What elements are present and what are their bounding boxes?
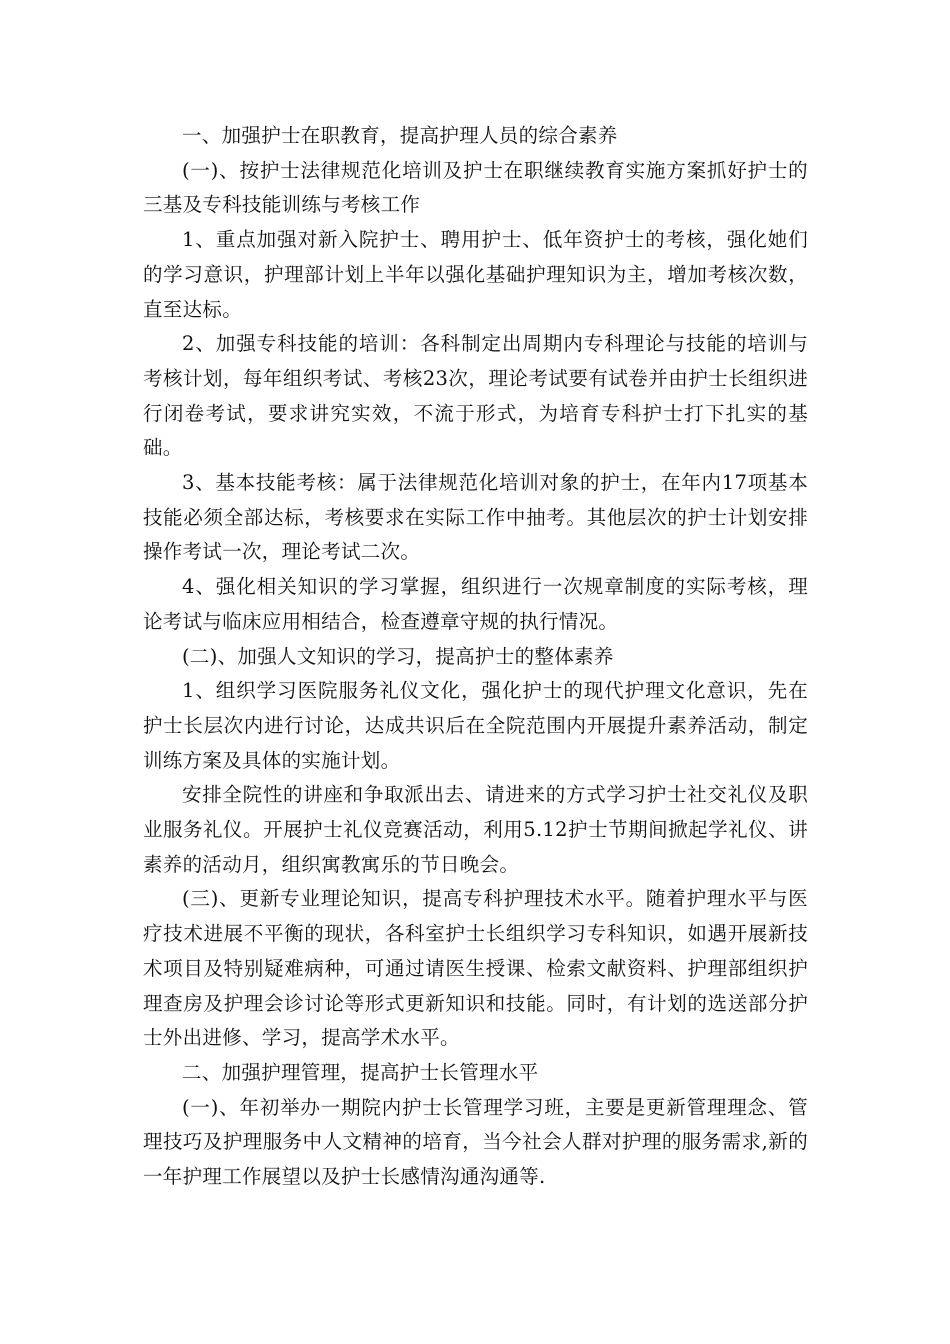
paragraph-item-2: 2、加强专科技能的培训：各科制定出周期内专科理论与技能的培训与考核计划，每年组织考试、考核23次，理论考试要有试卷并由护士长组织进行闭卷考试，要求讲究实效，不流于形式，为培育专科护士打下扎实的基础。 [143,332,808,460]
subsection-heading-1-2: (二)、加强人文知识的学习，提高护士的整体素养 [182,644,614,668]
paragraph-etiquette-culture: 1、组织学习医院服务礼仪文化，强化护士的现代护理文化意识，先在护士长层次内进行讨论，达成共识后在全院范围内开展提升素养活动，制定训练方案及具体的实施计划。 [143,679,808,772]
paragraph-item-3: 3、基本技能考核：属于法律规范化培训对象的护士，在年内17项基本技能必须全部达标，考核要求在实际工作中抽考。其他层次的护士计划安排操作考试一次，理论考试二次。 [143,471,808,564]
subsection-heading-2-1: (一)、年初举办一期院内护士长管理学习班，主要是更新管理理念、管理技巧及护理服务中人文精神的培育，当今社会人群对护理的服务需求,新的一年护理工作展望以及护士长感情沟通沟通等. [143,1095,808,1189]
paragraph-etiquette-activities: 安排全院性的讲座和争取派出去、请进来的方式学习护士社交礼仪及职业服务礼仪。开展护士礼仪竞赛活动，利用5.12护士节期间掀起学礼仪、讲素养的活动月，组织寓教寓乐的节日晚会。 [143,783,808,876]
subsection-heading-1-3: (三)、更新专业理论知识，提高专科护理技术水平。随着护理水平与医疗技术进展不平衡的现状，各科室护士长组织学习专科知识，如遇开展新技术项目及特别疑难病种，可通过请医生授课、检索文献资料、护理部组织护理查房及护理会诊讨论等形式更新知识和技能。同时，有计划的选送部分护士外出进修、学习，提高学术水平。 [143,887,808,1050]
subsection-heading-1-1: (一)、按护士法律规范化培训及护士在职继续教育实施方案抓好护士的三基及专科技能训练与考核工作 [143,158,808,217]
section-heading-2: 二、加强护理管理，提高护士长管理水平 [182,1060,539,1084]
paragraph-item-4: 4、强化相关知识的学习掌握，组织进行一次规章制度的实际考核，理论考试与临床应用相结合，检查遵章守规的执行情况。 [143,575,808,633]
paragraph-item-1: 1、重点加强对新入院护士、聘用护士、低年资护士的考核，强化她们的学习意识，护理部计划上半年以强化基础护理知识为主，增加考核次数，直至达标。 [143,228,808,321]
section-heading-1: 一、加强护士在职教育，提高护理人员的综合素养 [182,124,618,147]
document-body [143,119,808,1195]
